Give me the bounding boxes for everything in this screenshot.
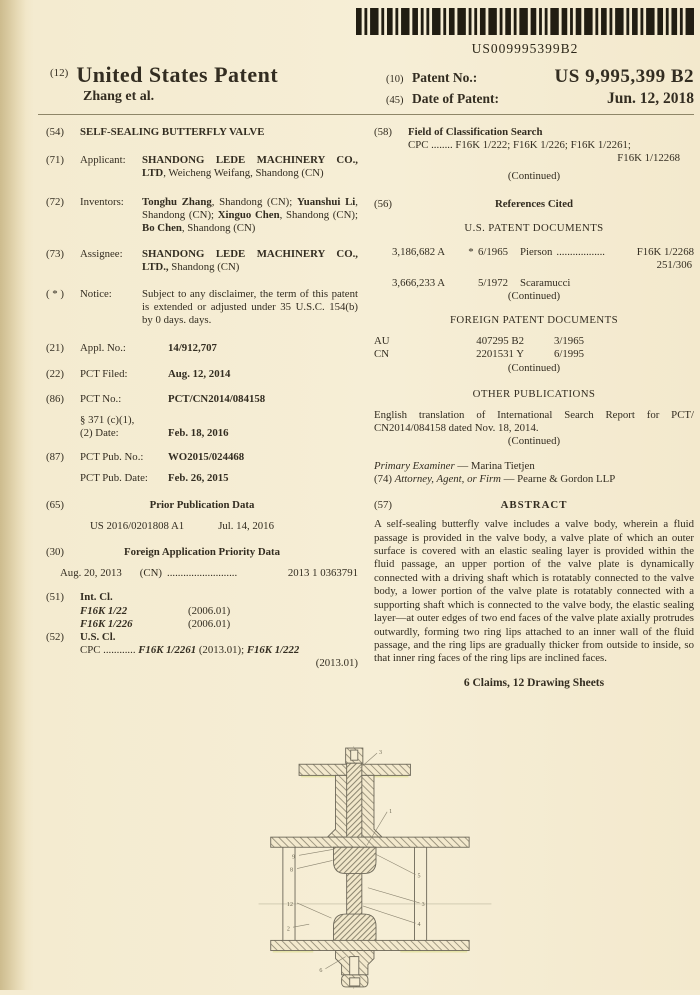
foreign-date: 6/1995: [554, 348, 584, 361]
attorney-line: [374, 473, 694, 486]
inventor-name: Tonghu Zhang: [142, 195, 212, 208]
ref-label: 2: [286, 926, 290, 933]
field-search-line2: F16K 1/12268: [617, 152, 680, 165]
pct-371: § 371 (c)(1),: [80, 413, 135, 426]
field-tag: (30): [46, 546, 64, 559]
ref-label: 3: [379, 750, 383, 757]
field-tag: (54): [46, 126, 64, 138]
pct-pub-row: [46, 451, 358, 485]
barcode-block: [356, 8, 694, 57]
inventor-name: Bo Chen: [142, 222, 182, 235]
assignee-value: [142, 248, 358, 274]
abstract-heading: ABSTRACT: [500, 499, 568, 512]
assignee-label: Assignee:: [80, 248, 123, 261]
inventors-label: Inventors:: [80, 195, 124, 208]
date-of-patent-label: Date of Patent:: [412, 91, 499, 106]
class-code: F16K 1/226: [80, 617, 133, 630]
prior-pub-doc: US 2016/0201808 A1: [90, 519, 185, 532]
inventors-row: [46, 196, 358, 236]
ref-label: 4: [417, 922, 421, 929]
assignee-name: SHANDONG LEDE MACHINERY CO., LTD.,: [142, 248, 358, 274]
cited-number: 3,186,682 A: [392, 246, 446, 259]
valve-cross-section-figure: [248, 744, 502, 990]
pct-pub-no-value: WO2015/024468: [168, 451, 245, 464]
class-year: (2006.01): [188, 617, 231, 630]
scan-edge-shadow: [0, 0, 26, 990]
field-tag: (71): [46, 154, 64, 167]
dot-leader: ............: [103, 644, 136, 657]
field-tag: (73): [46, 248, 64, 261]
patent-no-tag: (10): [386, 74, 404, 85]
field-tag: (58): [374, 126, 392, 138]
foreign-number: 407295 B2: [476, 335, 524, 348]
invention-title: SELF-SEALING BUTTERFLY VALVE: [80, 126, 265, 138]
cited-date: 5/1972: [478, 276, 508, 289]
us-cl-block: [46, 631, 358, 671]
notice-text: Subject to any disclaimer, the term of this patent is extended or adjusted under 35 U.S.C. 154(b) by 0 days. days.: [142, 287, 358, 327]
applicant-label: Applicant:: [80, 154, 126, 167]
kind-code-tag: (12): [50, 67, 69, 79]
appl-no-label: Appl. No.:: [80, 342, 126, 355]
claims-line: 6 Claims, 12 Drawing Sheets: [463, 676, 605, 689]
foreign-date: 3/1965: [554, 335, 584, 348]
cited-star: [464, 277, 478, 290]
applicant-row: [46, 154, 358, 180]
examiner-label: Primary Examiner: [374, 459, 455, 472]
class-code: F16K 1/22: [80, 604, 128, 617]
pct-pub-date-value: Feb. 26, 2015: [168, 472, 229, 485]
inventors-value: [142, 196, 358, 236]
cpc-code: F16K 1/222: [246, 644, 300, 657]
ref-label: 5: [417, 873, 421, 880]
right-column: [374, 126, 694, 690]
ref-label: 6: [319, 967, 323, 974]
inventor-loc: , Shandong (CN);: [142, 195, 358, 221]
body-columns: [46, 126, 694, 690]
prior-pub-heading: Prior Publication Data: [149, 498, 255, 511]
pct-filed-label: PCT Filed:: [80, 368, 128, 381]
ref-label: 9: [291, 854, 296, 861]
inventor-name: Yuanshui Li: [296, 195, 356, 208]
cited-name: Pierson: [520, 246, 553, 259]
class-year: (2006.01): [188, 604, 231, 617]
us-cl-heading: U.S. Cl.: [80, 631, 116, 644]
cited-class: F16K 1/2268: [636, 246, 694, 259]
field-tag: (22): [46, 368, 64, 381]
foreign-priority-heading: Foreign Application Priority Data: [123, 546, 281, 559]
left-column: [46, 126, 358, 690]
date-of-patent: Jun. 12, 2018: [607, 90, 694, 107]
dot-leader: ..........................: [167, 567, 238, 580]
int-cl-block: [46, 591, 358, 631]
cpc-code: F16K 1/2261: [138, 644, 197, 657]
foreign-patent-row: [374, 335, 694, 348]
pct-no-row: [46, 393, 358, 441]
field-tag: (52): [46, 631, 64, 644]
field-tag: (74): [374, 472, 392, 485]
prior-pub-date: Jul. 14, 2016: [218, 519, 274, 532]
pct-date-value: Feb. 18, 2016: [168, 427, 229, 440]
inventor-loc: , Shandong (CN);: [279, 208, 358, 221]
pct-no-value: PCT/CN2014/084158: [168, 392, 266, 405]
ref-label: 3: [421, 901, 425, 908]
attorney-name: — Pearne & Gordon LLP: [500, 472, 616, 485]
field-tag: (72): [46, 195, 64, 208]
ref-label: 1: [389, 808, 393, 815]
us-patent-row: [374, 246, 694, 259]
field-tag: (51): [46, 591, 64, 604]
barcode-number: US009995399B2: [471, 41, 579, 56]
foreign-number: 2201531 Y: [476, 348, 524, 361]
appl-no-row: [46, 342, 358, 355]
examiner-name: — Marina Tietjen: [454, 459, 535, 472]
field-search-line1: CPC ........ F16K 1/222; F16K 1/226; F16K 1/2261;: [408, 139, 631, 152]
barcode-image: [356, 8, 694, 35]
header-right: [386, 66, 694, 110]
patent-authors: Zhang et al.: [83, 89, 155, 104]
continued-marker: (Continued): [507, 289, 561, 302]
applicant-address: , Weicheng Weifang, Shandong (CN): [163, 167, 324, 180]
applicant-value: [142, 154, 358, 180]
cited-star: *: [468, 246, 474, 259]
foreign-patent-row: [374, 348, 694, 361]
field-tag: (86): [46, 392, 64, 405]
int-cl-heading: Int. Cl.: [80, 591, 113, 604]
abstract-text: A self-sealing butterfly valve includes a valve body, wherein a fluid passage is provided in the valve body, a valve plate of which an outer surface is covered with an elastic sealing layer is provided within the fluid passage, an upper portion of the valve plate is dynamically connected with a driving shaft which is rotatably connected to the valve body, a lower portion of the valve plate is rotatably connected with a supporting shaft which is connected to the valve body, the elastic sealing layer—at outer edges of two end faces of the valve plate axially protrudes outwardly, forming two ring lips attached to an inner wall of the fluid passage, and the ring lips are gradually thicker from outside to inside, so that inner ring faces of the ring lips are inclined faces.: [374, 518, 694, 665]
other-pubs-heading: OTHER PUBLICATIONS: [472, 387, 596, 400]
field-search-block: [374, 126, 694, 166]
us-patent-row: [374, 277, 694, 290]
page-title: United States Patent: [76, 62, 279, 87]
assignee-row: [46, 248, 358, 274]
examiner-line: [374, 460, 694, 473]
other-pubs-text: English translation of International Search Report for PCT/ CN2014/084158 dated Nov. 18, 2014.: [374, 409, 694, 435]
notice-row: [46, 288, 358, 328]
continued-marker: (Continued): [507, 169, 561, 182]
inventor-name: Xinguo Chen: [217, 208, 280, 221]
ref-label: 12: [286, 901, 293, 908]
foreign-country: AU: [374, 335, 390, 348]
pct-filed-value: Aug. 12, 2014: [168, 368, 231, 381]
field-search-heading: Field of Classification Search: [408, 126, 543, 138]
patent-number: US 9,995,399 B2: [554, 66, 694, 87]
field-tag: (56): [374, 197, 392, 210]
references-heading-row: [374, 198, 694, 211]
field-tag: (21): [46, 342, 64, 355]
field-tag: (87): [46, 451, 64, 464]
priority-date: Aug. 20, 2013: [60, 567, 122, 580]
us-patent-docs-heading: U.S. PATENT DOCUMENTS: [464, 222, 604, 235]
foreign-country: CN: [374, 348, 389, 361]
field-tag: (65): [46, 498, 64, 511]
assignee-address: Shandong (CN): [168, 261, 240, 274]
invention-title-row: [46, 126, 358, 139]
cpc-label: CPC: [80, 644, 101, 657]
appl-no-value: 14/912,707: [168, 342, 217, 355]
foreign-docs-heading: FOREIGN PATENT DOCUMENTS: [450, 314, 618, 327]
cpc-year-cont: (2013.01): [315, 657, 358, 670]
applicant-name: SHANDONG LEDE MACHINERY CO., LTD: [142, 154, 358, 180]
dot-leader: ..................: [556, 246, 605, 259]
foreign-priority-block: [46, 546, 358, 580]
cited-date: 6/1965: [478, 246, 508, 259]
continued-marker: (Continued): [507, 435, 561, 448]
inventor-loc: , Shandong (CN): [181, 222, 256, 235]
patent-drawing: [248, 744, 502, 990]
continued-marker: (Continued): [507, 361, 561, 374]
notice-label: Notice:: [80, 287, 112, 300]
pct-pub-no-label: PCT Pub. No.:: [80, 451, 144, 464]
header-left: [50, 62, 278, 105]
cited-name: Scaramucci: [520, 276, 571, 289]
cpc-year: (2013.01);: [196, 644, 247, 657]
header-divider: [38, 114, 694, 115]
field-tag: ( * ): [46, 287, 64, 300]
prior-pub-block: [46, 499, 358, 533]
attorney-label: Attorney, Agent, or Firm: [394, 472, 501, 485]
priority-country: (CN): [139, 567, 162, 580]
pct-pub-date-label: PCT Pub. Date:: [80, 472, 148, 485]
field-tag: (57): [374, 499, 392, 512]
pct-date-label: (2) Date:: [80, 427, 119, 440]
priority-number: 2013 1 0363791: [287, 567, 358, 580]
inventor-loc: , Shandong (CN);: [211, 195, 297, 208]
date-tag: (45): [386, 95, 404, 106]
cited-class-cont: 251/306: [656, 259, 692, 272]
cited-number: 3,666,233 A: [392, 276, 446, 289]
references-heading: References Cited: [494, 197, 574, 210]
pct-no-label: PCT No.:: [80, 392, 122, 405]
pct-filed-row: [46, 368, 358, 381]
ref-label: 8: [289, 867, 293, 874]
abstract-heading-row: [374, 499, 694, 512]
patent-no-label: Patent No.:: [412, 70, 478, 85]
